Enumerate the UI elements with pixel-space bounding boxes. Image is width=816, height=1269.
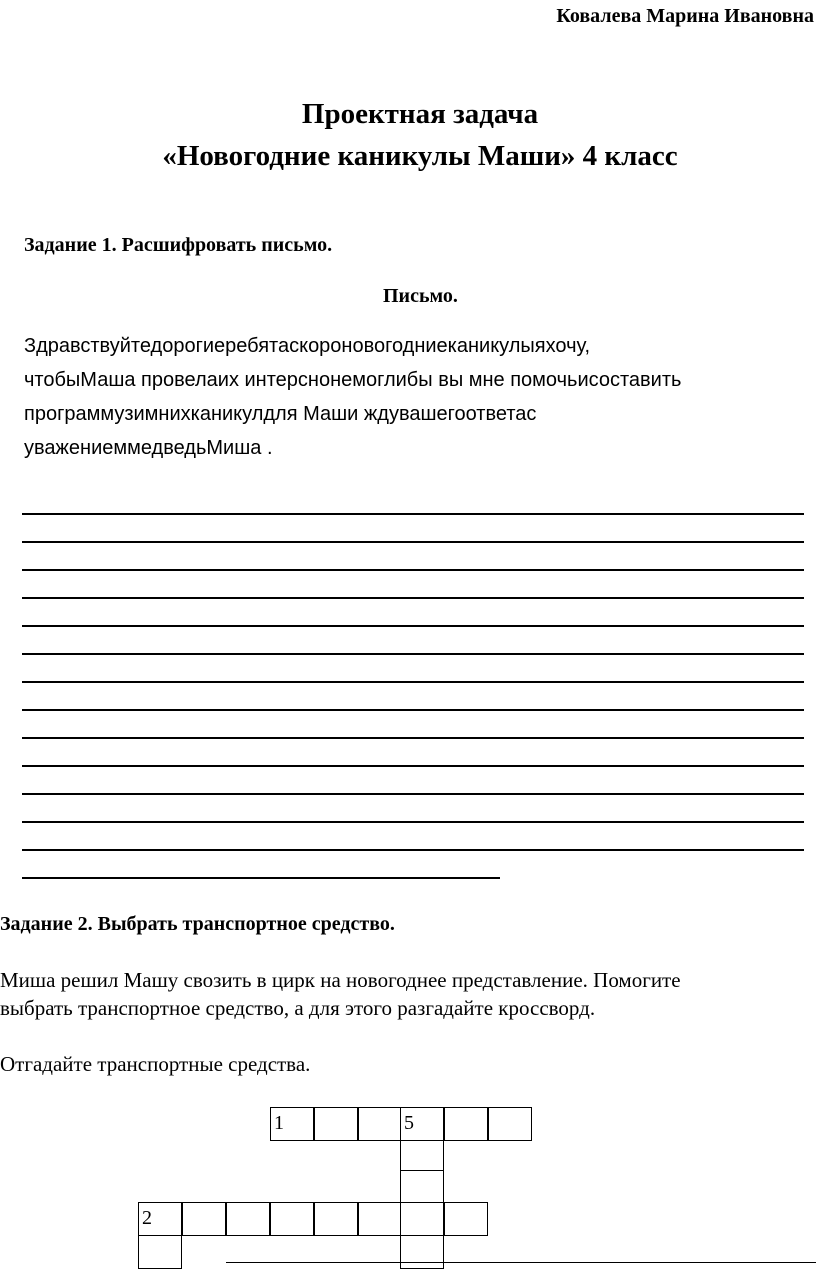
- crossword-cell[interactable]: [400, 1140, 444, 1174]
- crossword-cell[interactable]: [138, 1202, 182, 1236]
- page-subtitle: «Новогодние каникулы Маши» 4 класс: [162, 140, 678, 172]
- crossword-cell[interactable]: [358, 1202, 402, 1236]
- crossword-cell[interactable]: [444, 1107, 488, 1141]
- crossword-cell[interactable]: [314, 1202, 358, 1236]
- task1-heading: Задание 1. Расшифровать письмо.: [24, 234, 333, 256]
- crossword-cell[interactable]: [400, 1107, 444, 1141]
- answer-line[interactable]: [22, 877, 500, 879]
- crossword-cell[interactable]: [488, 1107, 532, 1141]
- clue-number: 1: [274, 1112, 284, 1134]
- author-name: Ковалева Марина Ивановна: [556, 5, 814, 27]
- crossword-cell[interactable]: [314, 1107, 358, 1141]
- crossword-cell[interactable]: [226, 1202, 270, 1236]
- task2-paragraph-line: Миша решил Машу свозить в цирк на новогоднее представление. Помогите: [0, 968, 681, 992]
- crossword-cell[interactable]: [270, 1202, 314, 1236]
- letter-title: Письмо.: [383, 285, 458, 307]
- crossword-cell[interactable]: [138, 1235, 182, 1269]
- letter-line: Здравствуйтедорогиеребятаскороновогодниеканикулыяхочу,: [24, 335, 591, 357]
- clue-number: 2: [142, 1207, 152, 1229]
- answer-line[interactable]: [22, 849, 804, 851]
- answer-line[interactable]: [22, 625, 804, 627]
- clue-number: 5: [404, 1112, 414, 1134]
- crossword-cell[interactable]: [400, 1170, 444, 1204]
- task2-instruction: Отгадайте транспортные средства.: [0, 1052, 311, 1076]
- crossword-cell[interactable]: [400, 1235, 444, 1269]
- answer-line[interactable]: [22, 597, 804, 599]
- answer-line[interactable]: [22, 737, 804, 739]
- crossword-cell[interactable]: [400, 1202, 444, 1236]
- crossword-cell[interactable]: [270, 1107, 314, 1141]
- letter-line: уважениеммедведьМиша .: [24, 437, 273, 459]
- task2-heading: Задание 2. Выбрать транспортное средство.: [0, 913, 395, 935]
- crossword-border-line: [226, 1262, 816, 1263]
- letter-line: программузимнихканикулдля Маши ждувашегоответас: [24, 403, 537, 425]
- letter-line: чтобыМаша провелаих интерснонемоглибы вы мне помочьисоставить: [24, 369, 682, 391]
- answer-line[interactable]: [22, 709, 804, 711]
- page-title: Проектная задача: [301, 98, 539, 130]
- answer-line[interactable]: [22, 793, 804, 795]
- answer-line[interactable]: [22, 569, 804, 571]
- answer-line[interactable]: [22, 513, 804, 515]
- answer-line[interactable]: [22, 765, 804, 767]
- crossword-cell[interactable]: [182, 1202, 226, 1236]
- crossword-cell[interactable]: [444, 1202, 488, 1236]
- answer-line[interactable]: [22, 653, 804, 655]
- crossword-cell[interactable]: [358, 1107, 402, 1141]
- answer-line[interactable]: [22, 681, 804, 683]
- task2-paragraph-line: выбрать транспортное средство, а для этого разгадайте кроссворд.: [0, 996, 596, 1020]
- answer-line[interactable]: [22, 821, 804, 823]
- answer-line[interactable]: [22, 541, 804, 543]
